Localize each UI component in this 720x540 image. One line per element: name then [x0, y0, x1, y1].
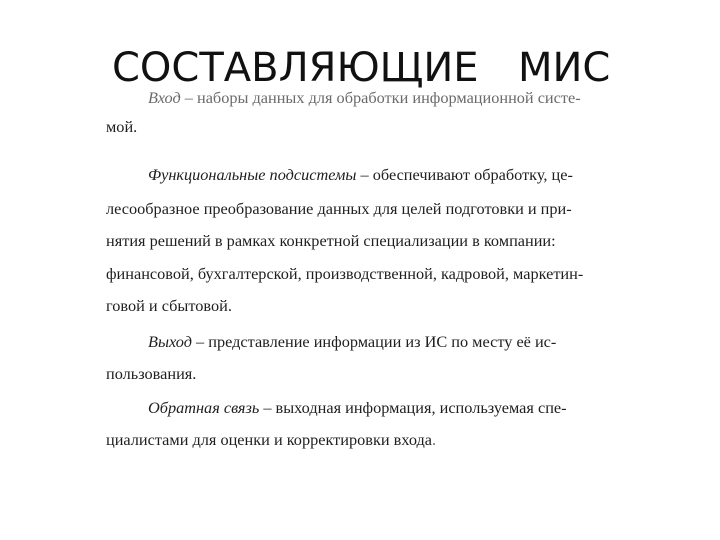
paragraph-subsystems-line-1: Функциональные подсистемы – обеспечивают обработку, це- [148, 165, 573, 184]
term-output: Выход [148, 332, 192, 351]
paragraph-input-line-2: мой. [106, 117, 138, 136]
paragraph-subsystems-line-5: говой и сбытовой. [106, 296, 232, 315]
paragraph-feedback-line-1: Обратная связь – выходная информация, используемая спе- [148, 398, 567, 417]
paragraph-input-line-1: Вход – наборы данных для обработки информационной систе- [148, 88, 581, 107]
paragraph-feedback-line-2: циалистами для оценки и корректировки входа. [106, 430, 437, 449]
term-feedback: Обратная связь [148, 398, 260, 417]
paragraph-subsystems-line-2: лесообразное преобразование данных для целей подготовки и при- [106, 199, 572, 218]
slide-title-word-1: СОСТАВЛЯЮЩИЕ [112, 45, 479, 91]
paragraph-output-line-1: Выход – представление информации из ИС по месту её ис- [148, 332, 557, 351]
paragraph-output-line-2: пользования. [106, 364, 197, 383]
term-functional-subsystems: Функциональные подсистемы [148, 165, 357, 184]
slide-title-word-2: МИС [518, 45, 611, 91]
paragraph-subsystems-line-3: нятия решений в рамках конкретной специализации в компании: [106, 231, 556, 250]
term-input: Вход [148, 88, 181, 107]
paragraph-subsystems-line-4: финансовой, бухгалтерской, производственной, кадровой, маркетин- [106, 264, 584, 283]
